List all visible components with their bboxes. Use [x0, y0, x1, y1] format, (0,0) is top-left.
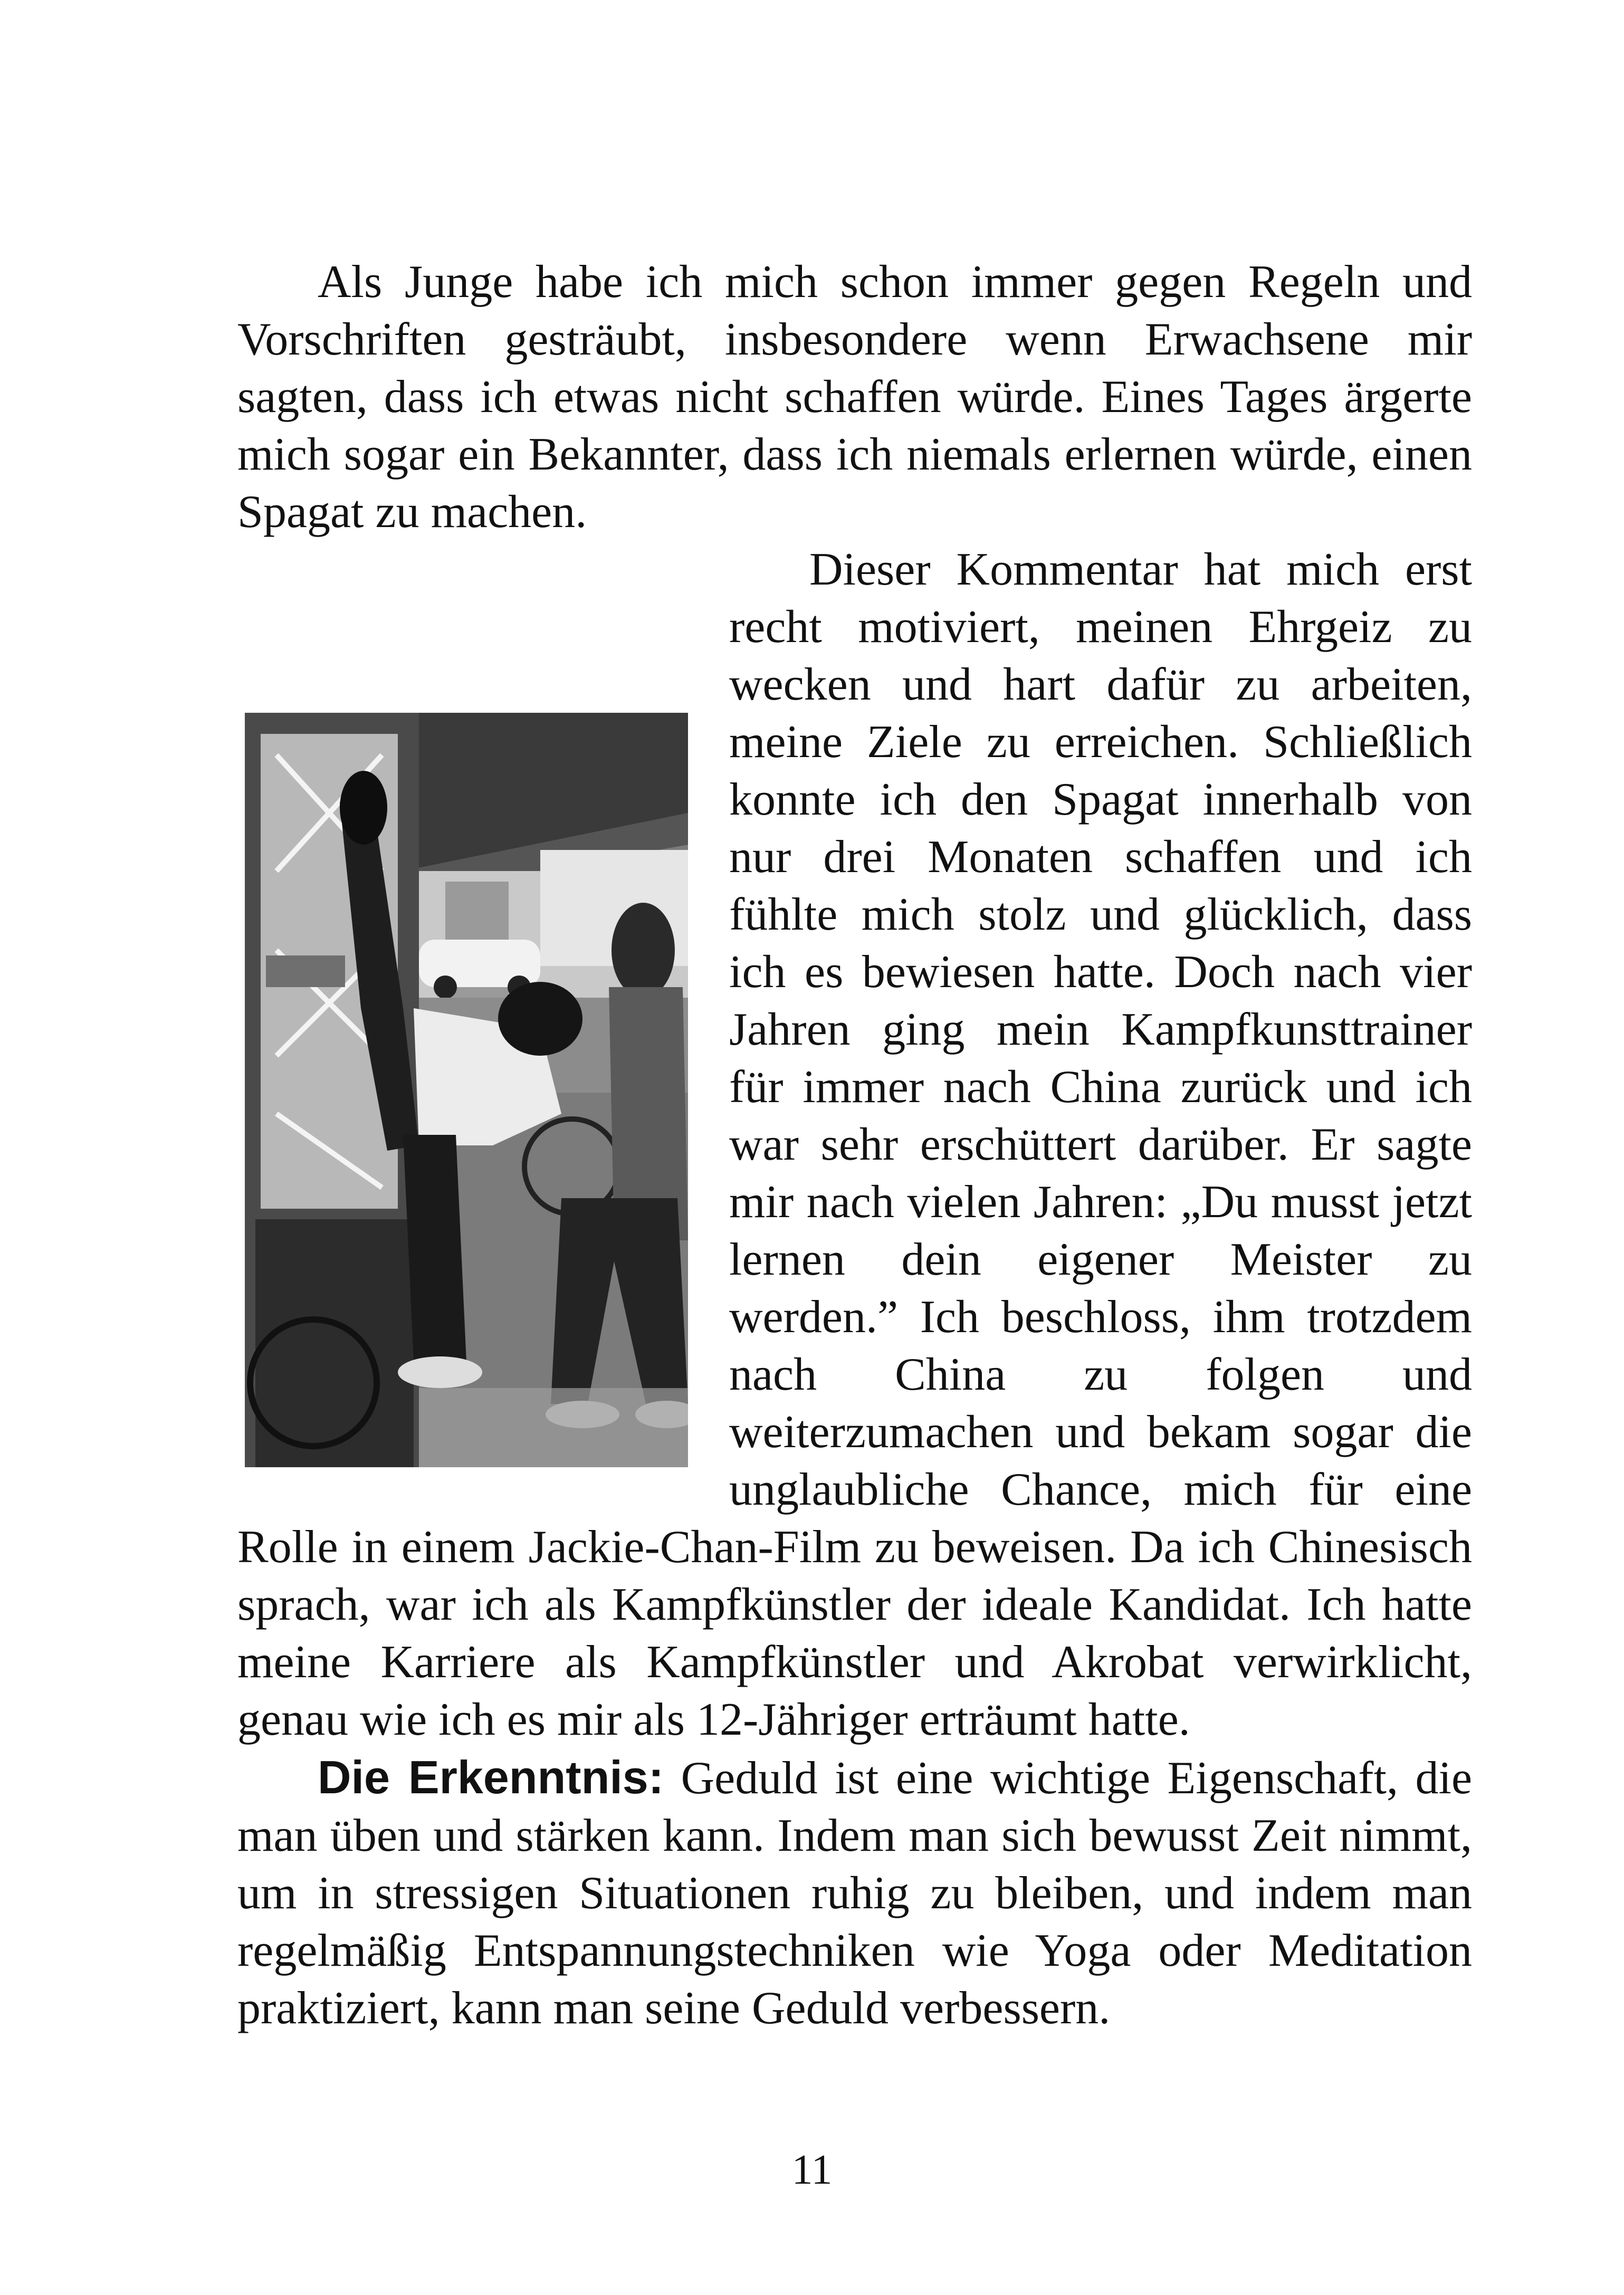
- photo-split-kick: [245, 713, 688, 1467]
- insight-text: Geduld ist eine wichtige Eigenschaft, die man üben und stärken kann. Indem man sich bewusst Zeit nimmt, um in stressigen Situationen ruhig zu bleiben, und indem man regelmäßig Entspannungstechniken wie Yoga oder Meditation praktiziert, kann man seine Geduld verbessern.: [237, 1753, 1472, 2034]
- paragraph-insight: [237, 1748, 1472, 2037]
- photo-illustration: [245, 713, 688, 1467]
- page-number: 11: [791, 2147, 833, 2193]
- insight-label: Die Erkenntnis:: [318, 1751, 664, 1803]
- paragraph-intro-text: Als Junge habe ich mich schon immer gegen Regeln und Vorschriften gesträubt, insbesondere wenn Erwachsene mir sagten, dass ich etwas nicht schaffen würde. Eines Tages ärgerte mich sogar ein Bekannter, dass ich niemals erlernen würde, einen Spagat zu machen.: [237, 256, 1472, 538]
- body-text: [237, 253, 1472, 2037]
- paragraph-story-text: Dieser Kommentar hat mich erst recht motiviert, meinen Ehrgeiz zu wecken und hart dafür zu arbeiten, meine Ziele zu erreichen. Schließlich konnte ich den Spagat innerhalb von nur drei Monaten schaffen und ich fühlte mich stolz und glücklich, dass ich es bewiesen hatte. Doch nach vier Jahren ging mein Kampfkunsttrainer für immer nach China zurück und ich war sehr erschüttert darüber. Er sagte mir nach vielen Jahren: „Du musst jetzt lernen dein eigener Meister zu werden.” Ich beschloss, ihm trotzdem nach China zu folgen und weiterzumachen und bekam sogar die unglaubliche Chance, mich für eine Rolle in einem Jackie-Chan-Film zu beweisen. Da ich Chinesisch sprach, war ich als Kampfkünstler der ideale Kandidat. Ich hatte meine Karriere als Kampfkünstler und Akrobat verwirklicht, genau wie ich es mir als 12-Jähriger erträumt hatte.: [237, 544, 1472, 1745]
- paragraph-intro: [237, 253, 1472, 541]
